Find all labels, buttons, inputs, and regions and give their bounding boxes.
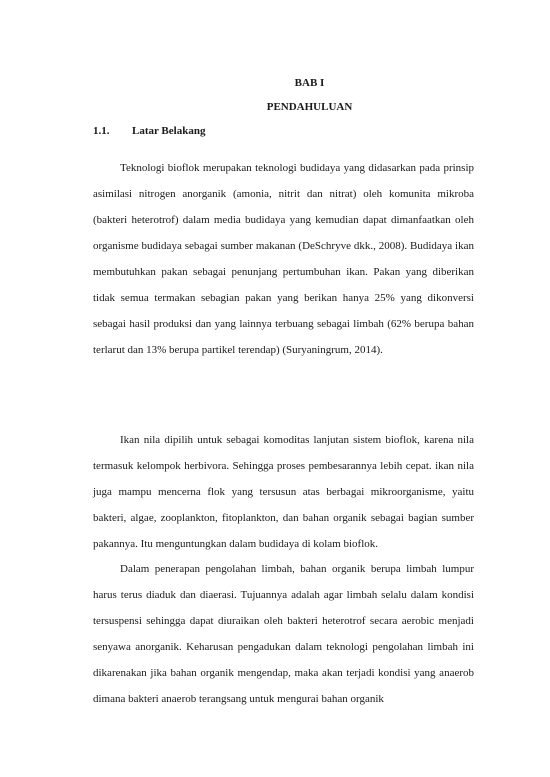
paragraph: Dalam penerapan pengolahan limbah, bahan organik berupa limbah lumpur harus terus diaduk dan diaerasi. Tujuannya adalah agar limbah selalu dalam kondisi tersuspensi sehingga dapat diuraikan oleh bakteri heterotrof secara aerobic menjadi senyawa anorganik. Keharusan pengadukan dalam teknologi pengolahan limbah ini dikarenakan jika bahan organik mengendap, maka akan terjadi kondisi yang anaerob dimana bakteri anaerob terangsang untuk mengurai bahan organik (93, 563, 474, 705)
section-heading (93, 125, 205, 137)
section-number: 1.1. (93, 125, 110, 137)
paragraph: Teknologi bioflok merupakan teknologi budidaya yang didasarkan pada prinsip asimilasi nitrogen anorganik (amonia, nitrit dan nitrat) oleh komunita mikroba (bakteri heterotrof) dalam media budidaya yang kemudian dapat dimanfaatkan oleh organisme budidaya sebagai sumber makanan (DeSchryve dkk., 2008). Budidaya ikan membutuhkan pakan sebagai penunjang pertumbuhan ikan. Pakan yang diberikan tidak semua termakan sebagian pakan yang berikan hanya 25% yang dikonversi sebagai hasil produksi dan yang lainnya terbuang sebagai limbah (62% berupa bahan terlarut dan 13% berupa partikel terendap) (Suryaningrum, 2014). (93, 162, 474, 356)
section-title: Latar Belakang (132, 125, 206, 137)
chapter-number: BAB I (294, 77, 325, 89)
paragraph: Ikan nila dipilih untuk sebagai komoditas lanjutan sistem bioflok, karena nila termasuk kelompok herbivora. Sehingga proses pembesarannya lebih cepat. ikan nila juga mampu mencerna flok yang tersusun atas berbagai mikroorganisme, yaitu bakteri, algae, zooplankton, fitoplankton, dan bahan organik sebagai bagian sumber pakannya. Itu menguntungkan dalam budidaya di kolam bioflok. (93, 434, 474, 550)
chapter-title: PENDAHULUAN (266, 101, 353, 113)
